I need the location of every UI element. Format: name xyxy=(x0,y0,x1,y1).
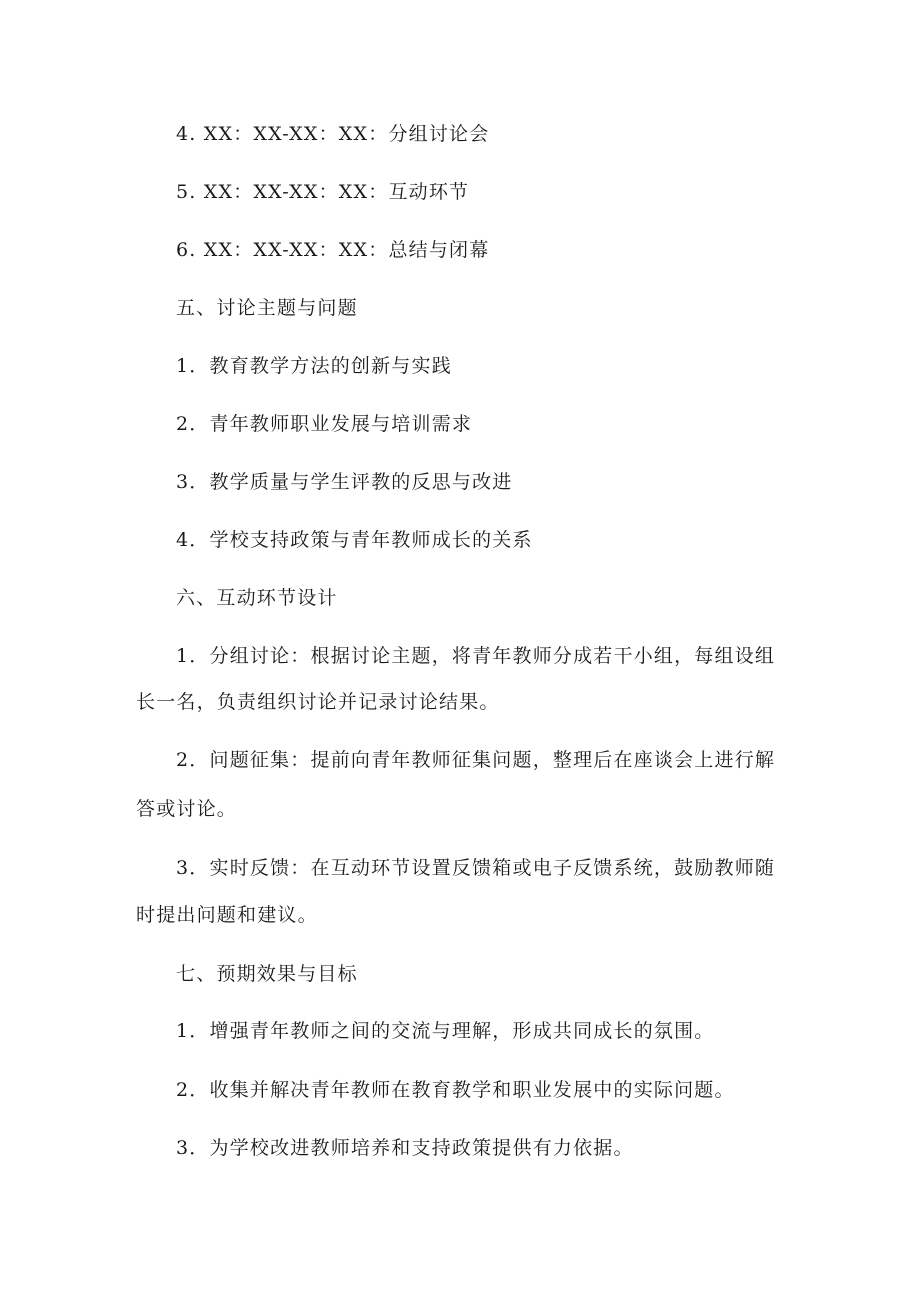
topic-item-2: 2．青年教师职业发展与培训需求 xyxy=(176,413,473,435)
schedule-item-5: 5. XX：XX-XX：XX：互动环节 xyxy=(176,181,470,203)
outcome-item-2: 2．收集并解决青年教师在教育教学和职业发展中的实际问题。 xyxy=(176,1079,735,1101)
topic-item-3: 3．教学质量与学生评教的反思与改进 xyxy=(176,471,513,493)
interaction-item-1-line2: 长一名，负责组织讨论并记录讨论结果。 xyxy=(136,691,500,713)
section-heading-discussion-topics: 五、讨论主题与问题 xyxy=(176,297,358,319)
section-heading-interaction-design: 六、互动环节设计 xyxy=(176,587,338,609)
outcome-item-1: 1．增强青年教师之间的交流与理解，形成共同成长的氛围。 xyxy=(176,1020,715,1042)
section-heading-expected-outcomes: 七、预期效果与目标 xyxy=(176,963,358,985)
topic-item-4: 4．学校支持政策与青年教师成长的关系 xyxy=(176,529,533,551)
interaction-item-3-line1: 3．实时反馈：在互动环节设置反馈箱或电子反馈系统，鼓励教师随 xyxy=(176,857,776,879)
interaction-item-1-line1: 1．分组讨论：根据讨论主题，将青年教师分成若干小组，每组设组 xyxy=(176,645,776,667)
outcome-item-3: 3．为学校改进教师培养和支持政策提供有力依据。 xyxy=(176,1137,634,1159)
schedule-item-4: 4. XX：XX-XX：XX：分组讨论会 xyxy=(176,123,490,145)
interaction-item-3-line2: 时提出问题和建议。 xyxy=(136,904,318,926)
schedule-item-6: 6. XX：XX-XX：XX：总结与闭幕 xyxy=(176,239,490,261)
topic-item-1: 1．教育教学方法的创新与实践 xyxy=(176,355,452,377)
interaction-item-2-line1: 2．问题征集：提前向青年教师征集问题，整理后在座谈会上进行解 xyxy=(176,749,776,771)
interaction-item-2-line2: 答或讨论。 xyxy=(136,798,238,820)
